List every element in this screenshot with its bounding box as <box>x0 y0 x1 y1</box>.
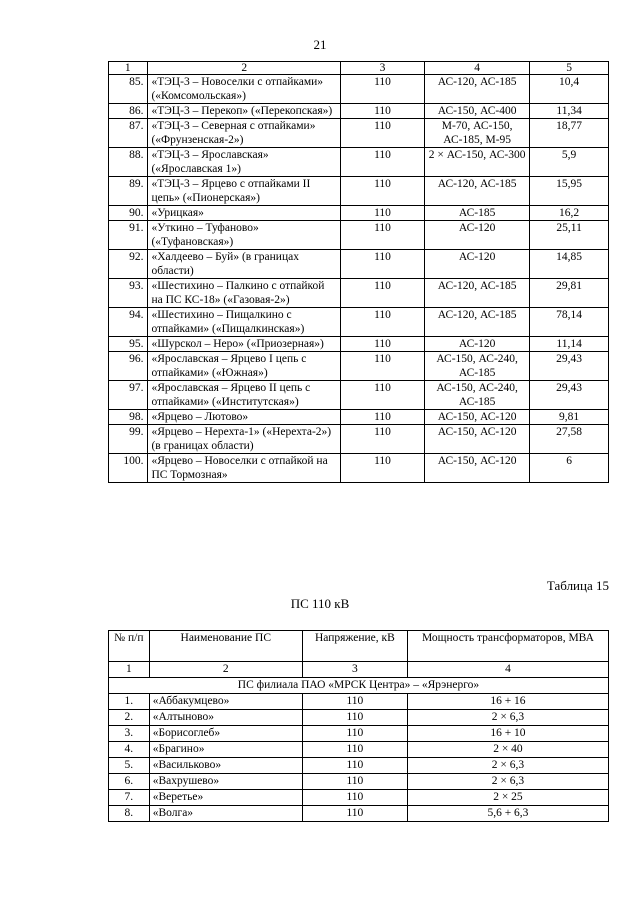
table-row <box>109 425 609 454</box>
substations-table <box>108 630 609 822</box>
row-number: 95. <box>109 337 148 352</box>
row-number: 97. <box>109 381 148 410</box>
row-number: 2. <box>109 710 150 726</box>
substation-name: «Вахрушево» <box>149 774 302 790</box>
line-length: 5,9 <box>530 148 609 177</box>
wire-type: АС-120 <box>425 337 530 352</box>
table-row <box>109 726 609 742</box>
voltage: 110 <box>341 177 425 206</box>
wire-type: АС-120, АС-185 <box>425 279 530 308</box>
voltage: 110 <box>302 790 407 806</box>
transformer-power: 2 × 6,3 <box>407 710 608 726</box>
table-row <box>109 454 609 483</box>
header-cell: 5 <box>530 62 609 75</box>
table-label: Таблица 15 <box>546 578 609 593</box>
line-length: 16,2 <box>530 206 609 221</box>
table-row <box>109 206 609 221</box>
transformer-power: 2 × 6,3 <box>407 774 608 790</box>
table-row <box>109 758 609 774</box>
row-number: 99. <box>109 425 148 454</box>
wire-type: АС-150, АС-240, АС-185 <box>425 352 530 381</box>
section-title: ПС филиала ПАО «МРСК Центра» – «Ярэнерго» <box>109 678 609 694</box>
voltage: 110 <box>302 742 407 758</box>
line-name: «Уткино – Туфаново» («Туфановская») <box>148 221 341 250</box>
substation-name: «Борисоглеб» <box>149 726 302 742</box>
wire-type: М-70, АС-150, АС-185, М-95 <box>425 119 530 148</box>
line-length: 9,81 <box>530 410 609 425</box>
table-row <box>109 119 609 148</box>
line-name: «Ярцево – Лютово» <box>148 410 341 425</box>
voltage: 110 <box>341 250 425 279</box>
substation-name: «Аббакумцево» <box>149 694 302 710</box>
line-name: «ТЭЦ-3 – Ярославская» («Ярославская 1») <box>148 148 341 177</box>
column-number: 4 <box>407 662 608 678</box>
line-length: 11,14 <box>530 337 609 352</box>
transformer-power: 2 × 6,3 <box>407 758 608 774</box>
table-row <box>109 75 609 104</box>
row-number: 90. <box>109 206 148 221</box>
line-length: 6 <box>530 454 609 483</box>
table-row <box>109 308 609 337</box>
row-number: 7. <box>109 790 150 806</box>
wire-type: АС-185 <box>425 206 530 221</box>
column-number-row <box>109 662 609 678</box>
row-number: 94. <box>109 308 148 337</box>
table-row <box>109 279 609 308</box>
section-row <box>109 678 609 694</box>
voltage: 110 <box>302 806 407 822</box>
wire-type: АС-150, АС-120 <box>425 410 530 425</box>
line-length: 14,85 <box>530 250 609 279</box>
table-row <box>109 774 609 790</box>
row-number: 6. <box>109 774 150 790</box>
wire-type: АС-150, АС-120 <box>425 454 530 483</box>
wire-type: АС-120 <box>425 221 530 250</box>
substation-name: «Васильково» <box>149 758 302 774</box>
table-row <box>109 806 609 822</box>
column-number: 2 <box>149 662 302 678</box>
row-number: 98. <box>109 410 148 425</box>
header-cell: 2 <box>148 62 341 75</box>
line-name: «Шестихино – Палкино с отпайкой на ПС КС-18» («Газовая-2») <box>148 279 341 308</box>
line-name: «Ярославская – Ярцево II цепь с отпайками» («Институтская») <box>148 381 341 410</box>
line-name: «ТЭЦ-3 – Северная с отпайками» («Фрунзенская-2») <box>148 119 341 148</box>
line-length: 18,77 <box>530 119 609 148</box>
column-number: 3 <box>302 662 407 678</box>
wire-type: АС-150, АС-400 <box>425 104 530 119</box>
row-number: 96. <box>109 352 148 381</box>
voltage: 110 <box>341 206 425 221</box>
substation-name: «Алтыново» <box>149 710 302 726</box>
line-name: «ТЭЦ-3 – Перекоп» («Перекопская») <box>148 104 341 119</box>
row-number: 89. <box>109 177 148 206</box>
voltage: 110 <box>341 279 425 308</box>
transformer-power: 16 + 16 <box>407 694 608 710</box>
voltage: 110 <box>341 454 425 483</box>
voltage: 110 <box>302 694 407 710</box>
voltage: 110 <box>302 774 407 790</box>
voltage: 110 <box>341 352 425 381</box>
voltage: 110 <box>341 337 425 352</box>
table-row <box>109 337 609 352</box>
row-number: 8. <box>109 806 150 822</box>
column-header-number: № п/п <box>109 631 150 662</box>
table-row <box>109 221 609 250</box>
row-number: 3. <box>109 726 150 742</box>
wire-type: АС-150, АС-120 <box>425 425 530 454</box>
wire-type: АС-120 <box>425 250 530 279</box>
voltage: 110 <box>341 381 425 410</box>
voltage: 110 <box>341 221 425 250</box>
row-number: 100. <box>109 454 148 483</box>
line-length: 11,34 <box>530 104 609 119</box>
transformer-power: 5,6 + 6,3 <box>407 806 608 822</box>
line-name: «Ярцево – Нерехта-1» («Нерехта-2») (в границах области) <box>148 425 341 454</box>
column-header-name: Наименование ПС <box>149 631 302 662</box>
voltage: 110 <box>302 710 407 726</box>
line-length: 29,81 <box>530 279 609 308</box>
voltage: 110 <box>341 410 425 425</box>
voltage: 110 <box>341 104 425 119</box>
line-name: «Халдеево – Буй» (в границах области) <box>148 250 341 279</box>
table-row <box>109 104 609 119</box>
substation-name: «Волга» <box>149 806 302 822</box>
table-row <box>109 352 609 381</box>
line-length: 27,58 <box>530 425 609 454</box>
table-row <box>109 250 609 279</box>
line-name: «Шестихино – Пищалкино с отпайками» («Пищалкинская») <box>148 308 341 337</box>
table-row <box>109 694 609 710</box>
substations-table-header <box>109 631 609 662</box>
column-number: 1 <box>109 662 150 678</box>
wire-type: АС-150, АС-240, АС-185 <box>425 381 530 410</box>
row-number: 85. <box>109 75 148 104</box>
table-row <box>109 710 609 726</box>
line-name: «Урицкая» <box>148 206 341 221</box>
row-number: 1. <box>109 694 150 710</box>
column-header-voltage: Напряжение, кВ <box>302 631 407 662</box>
transformer-power: 2 × 40 <box>407 742 608 758</box>
line-name: «Шурскол – Неро» («Приозерная») <box>148 337 341 352</box>
substation-name: «Брагино» <box>149 742 302 758</box>
wire-type: 2 × АС-150, АС-300 <box>425 148 530 177</box>
row-number: 92. <box>109 250 148 279</box>
wire-type: АС-120, АС-185 <box>425 308 530 337</box>
lines-table-header <box>109 62 609 75</box>
transformer-power: 2 × 25 <box>407 790 608 806</box>
header-cell: 3 <box>341 62 425 75</box>
table-row <box>109 790 609 806</box>
header-cell: 4 <box>425 62 530 75</box>
lines-table <box>108 61 609 483</box>
substation-name: «Веретье» <box>149 790 302 806</box>
page-number: 21 <box>313 37 327 52</box>
table-row <box>109 742 609 758</box>
line-length: 78,14 <box>530 308 609 337</box>
line-length: 29,43 <box>530 381 609 410</box>
table-row <box>109 177 609 206</box>
table-title: ПС 110 кВ <box>290 596 350 611</box>
line-name: «ТЭЦ-3 – Новоселки с отпайками» («Комсомольская») <box>148 75 341 104</box>
row-number: 4. <box>109 742 150 758</box>
wire-type: АС-120, АС-185 <box>425 75 530 104</box>
line-length: 15,95 <box>530 177 609 206</box>
column-header-power: Мощность трансформаторов, МВА <box>407 631 608 662</box>
voltage: 110 <box>302 726 407 742</box>
line-name: «ТЭЦ-3 – Ярцево с отпайками II цепь» («Пионерская») <box>148 177 341 206</box>
transformer-power: 16 + 10 <box>407 726 608 742</box>
table-row <box>109 381 609 410</box>
header-cell: 1 <box>109 62 148 75</box>
table-row <box>109 410 609 425</box>
line-length: 29,43 <box>530 352 609 381</box>
wire-type: АС-120, АС-185 <box>425 177 530 206</box>
voltage: 110 <box>302 758 407 774</box>
voltage: 110 <box>341 308 425 337</box>
voltage: 110 <box>341 75 425 104</box>
voltage: 110 <box>341 425 425 454</box>
row-number: 87. <box>109 119 148 148</box>
line-name: «Ярцево – Новоселки с отпайкой на ПС Тормозная» <box>148 454 341 483</box>
row-number: 5. <box>109 758 150 774</box>
voltage: 110 <box>341 148 425 177</box>
line-length: 25,11 <box>530 221 609 250</box>
row-number: 93. <box>109 279 148 308</box>
voltage: 110 <box>341 119 425 148</box>
row-number: 91. <box>109 221 148 250</box>
table-row <box>109 148 609 177</box>
line-length: 10,4 <box>530 75 609 104</box>
row-number: 88. <box>109 148 148 177</box>
line-name: «Ярославская – Ярцево I цепь с отпайками» («Южная») <box>148 352 341 381</box>
row-number: 86. <box>109 104 148 119</box>
